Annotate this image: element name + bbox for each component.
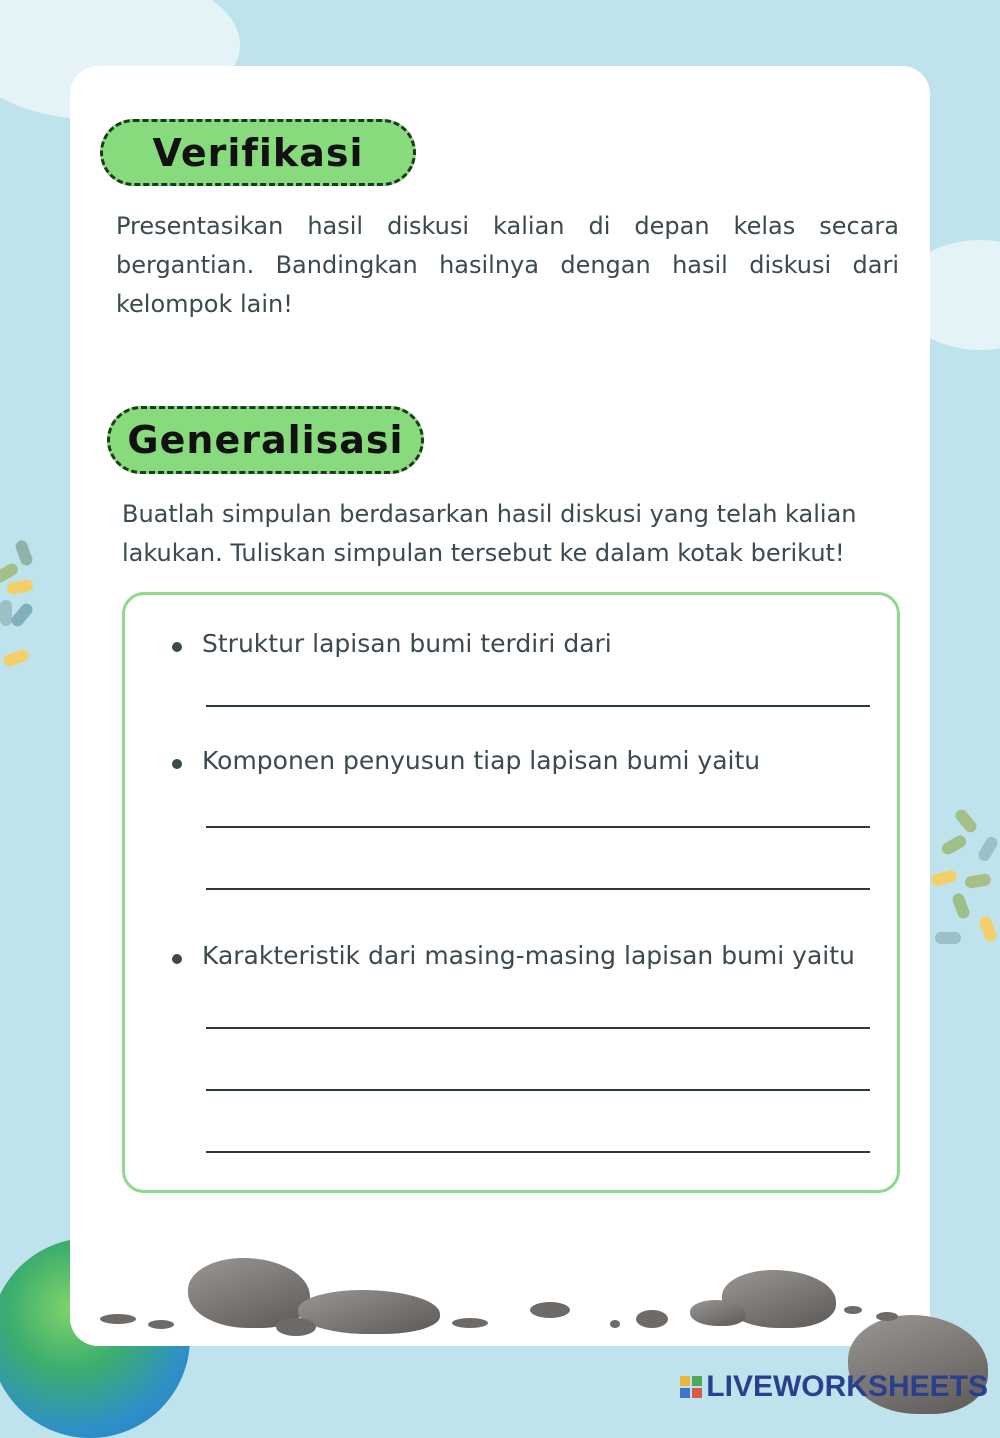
answer-line[interactable] (206, 888, 870, 890)
pebble-illustration (148, 1320, 174, 1329)
generalisasi-heading: Generalisasi (107, 406, 424, 474)
generalisasi-text: Buatlah simpulan berdasarkan hasil diskusi yang telah kalian lakukan. Tuliskan simpulan tersebut ke dalam kotak berikut! (122, 500, 857, 567)
pebble-illustration (636, 1310, 668, 1328)
verifikasi-heading: Verifikasi (100, 119, 416, 186)
confetti-decoration (978, 915, 998, 944)
pebble-illustration (276, 1318, 316, 1336)
confetti-decoration (2, 648, 31, 668)
pebble-illustration (530, 1302, 570, 1318)
pebble-illustration (452, 1318, 488, 1328)
answer-line[interactable] (206, 826, 870, 828)
list-item-label: Komponen penyusun tiap lapisan bumi yaitu (202, 746, 761, 775)
confetti-decoration (0, 600, 12, 626)
answer-box (122, 592, 900, 1193)
verifikasi-text: Presentasikan hasil diskusi kalian di depan kelas secara bergantian. Bandingkan hasilnya dengan hasil diskusi dari kelompok lain! (116, 212, 899, 318)
confetti-decoration (976, 835, 999, 864)
rock-illustration (298, 1290, 440, 1334)
pebble-illustration (844, 1306, 862, 1314)
bullet-icon (172, 759, 182, 769)
answer-line[interactable] (206, 705, 870, 707)
list-item-label: Struktur lapisan bumi terdiri dari (202, 629, 612, 658)
bullet-icon (172, 642, 182, 652)
confetti-decoration (9, 601, 35, 629)
answer-line[interactable] (206, 1027, 870, 1029)
pebble-illustration (876, 1312, 898, 1321)
brand-name: LIVEWORKSHEETS (706, 1370, 988, 1403)
confetti-decoration (930, 869, 958, 887)
liveworksheets-logo-icon (680, 1376, 702, 1398)
answer-line[interactable] (206, 1089, 870, 1091)
confetti-decoration (940, 833, 969, 856)
confetti-decoration (6, 579, 34, 595)
pebble-illustration (610, 1320, 620, 1328)
bullet-icon (172, 954, 182, 964)
liveworksheets-logo (680, 1370, 988, 1404)
confetti-decoration (953, 807, 979, 835)
list-item-label: Karakteristik dari masing-masing lapisan bumi yaitu (202, 941, 855, 970)
confetti-decoration (14, 539, 34, 568)
confetti-decoration (935, 932, 961, 944)
pebble-illustration (100, 1314, 136, 1324)
rock-illustration (690, 1300, 746, 1326)
confetti-decoration (951, 892, 971, 921)
answer-line[interactable] (206, 1151, 870, 1153)
confetti-decoration (964, 873, 992, 889)
